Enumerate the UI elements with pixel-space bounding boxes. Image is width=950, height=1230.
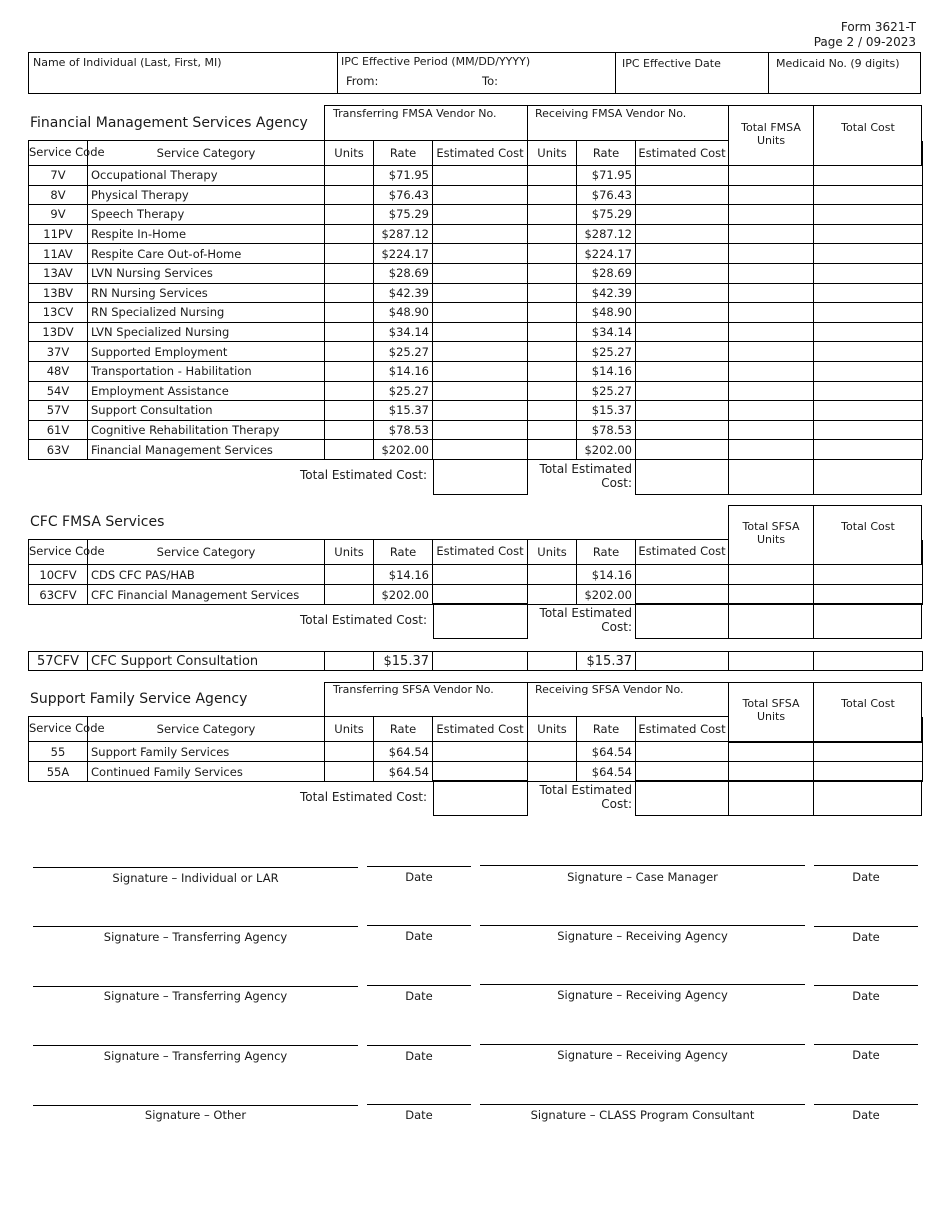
signature-label: Signature – Transferring Agency — [103, 989, 288, 1003]
table-row: 13CV RN Specialized Nursing $48.90 $48.90 — [29, 303, 923, 323]
cfc-total-units-label: Total SFSA Units — [742, 520, 800, 546]
sfsa-total-units-label: Total SFSA Units — [742, 697, 800, 723]
col-service-category: Service Category — [88, 540, 325, 565]
from-label: From: — [346, 74, 379, 88]
table-row: 63V Financial Management Services $202.00 $202.00 — [29, 440, 923, 460]
date-label: Date — [405, 929, 433, 943]
date-label: Date — [852, 930, 880, 944]
sfsa-receiving-label: Receiving SFSA Vendor No. — [535, 683, 684, 696]
signature-label: Signature – Individual or LAR — [112, 871, 279, 885]
col-estimated-cost: Estimated Cost — [636, 540, 729, 565]
fmsa-total-est-label-right: Total Estimated Cost: — [539, 462, 632, 491]
page-number: Page 2 / 09-2023 — [813, 35, 916, 49]
signature-line[interactable] — [33, 867, 358, 868]
signature-line[interactable] — [33, 1045, 358, 1046]
col-rate: Rate — [374, 141, 433, 166]
signature-label: Signature – Transferring Agency — [103, 1049, 288, 1063]
table-row: 11PV Respite In-Home $287.12 $287.12 — [29, 224, 923, 244]
cfc-total-cost-label: Total Cost — [841, 520, 895, 533]
ipc-period-label: IPC Effective Period (MM/DD/YYYY) — [341, 55, 531, 68]
col-estimated-cost: Estimated Cost — [433, 141, 528, 166]
table-row: 9V Speech Therapy $75.29 $75.29 — [29, 205, 923, 225]
table-row: 13DV LVN Specialized Nursing $34.14 $34.14 — [29, 322, 923, 342]
cfc-total-est-label-left: Total Estimated Cost: — [300, 613, 427, 627]
table-row: 37V Supported Employment $25.27 $25.27 — [29, 342, 923, 362]
col-units: Units — [325, 141, 374, 166]
signature-label: Signature – Transferring Agency — [103, 930, 288, 944]
date-label: Date — [405, 870, 433, 884]
to-label: To: — [482, 74, 498, 88]
signature-line[interactable] — [33, 1105, 358, 1106]
date-line[interactable] — [367, 1045, 471, 1046]
col-units: Units — [528, 717, 577, 742]
sfsa-transferring-label: Transferring SFSA Vendor No. — [333, 683, 494, 696]
fmsa-title: Financial Management Services Agency — [30, 115, 308, 131]
date-line[interactable] — [367, 985, 471, 986]
date-line[interactable] — [367, 866, 471, 867]
signature-line[interactable] — [480, 984, 805, 985]
date-label: Date — [852, 870, 880, 884]
col-estimated-cost: Estimated Cost — [433, 717, 528, 742]
col-service-category: Service Category — [88, 141, 325, 166]
fmsa-receiving-label: Receiving FMSA Vendor No. — [535, 107, 687, 120]
medicaid-label: Medicaid No. (9 digits) — [776, 57, 900, 70]
signature-line[interactable] — [480, 1104, 805, 1105]
date-label: Date — [852, 1108, 880, 1122]
signature-line[interactable] — [480, 1044, 805, 1045]
date-label: Date — [405, 1049, 433, 1063]
sfsa-total-est-label-left: Total Estimated Cost: — [300, 790, 427, 804]
col-service-category: Service Category — [88, 717, 325, 742]
table-row: 13BV RN Nursing Services $42.39 $42.39 — [29, 283, 923, 303]
fmsa-total-units-label: Total FMSA Units — [741, 121, 801, 147]
table-row: 63CFV CFC Financial Management Services $202.00 $202.00 — [29, 585, 923, 605]
table-row: 55A Continued Family Services $64.54 $64.54 — [29, 762, 923, 782]
date-label: Date — [852, 1048, 880, 1062]
col-rate: Rate — [374, 540, 433, 565]
table-row: 13AV LVN Nursing Services $28.69 $28.69 — [29, 263, 923, 283]
form-number: Form 3621-T — [840, 20, 916, 34]
col-units: Units — [528, 141, 577, 166]
signature-label: Signature – Case Manager — [567, 870, 718, 884]
table-row: 48V Transportation - Habilitation $14.16 $14.16 — [29, 361, 923, 381]
table-row: 8V Physical Therapy $76.43 $76.43 — [29, 185, 923, 205]
date-line[interactable] — [814, 1044, 918, 1045]
table-row: 57CFV CFC Support Consultation $15.37 $15.37 — [29, 652, 923, 671]
date-label: Date — [852, 989, 880, 1003]
table-row: 61V Cognitive Rehabilitation Therapy $78.53 $78.53 — [29, 420, 923, 440]
signature-line[interactable] — [480, 925, 805, 926]
signature-line[interactable] — [480, 865, 805, 866]
ipc-date-label: IPC Effective Date — [622, 57, 721, 70]
col-rate: Rate — [577, 540, 636, 565]
date-line[interactable] — [814, 865, 918, 866]
col-service-code: Service Code — [29, 540, 88, 565]
col-units: Units — [528, 540, 577, 565]
date-line[interactable] — [367, 925, 471, 926]
fmsa-total-est-label-left: Total Estimated Cost: — [300, 468, 427, 482]
signature-label: Signature – Receiving Agency — [557, 988, 728, 1002]
name-field-label: Name of Individual (Last, First, MI) — [33, 56, 222, 69]
col-rate: Rate — [577, 717, 636, 742]
col-service-code: Service Code — [29, 141, 88, 166]
sfsa-title: Support Family Service Agency — [30, 691, 248, 707]
fmsa-transferring-label: Transferring FMSA Vendor No. — [333, 107, 497, 120]
sfsa-total-est-label-right: Total Estimated Cost: — [539, 783, 632, 812]
col-estimated-cost: Estimated Cost — [433, 540, 528, 565]
col-estimated-cost: Estimated Cost — [636, 717, 729, 742]
date-label: Date — [405, 1108, 433, 1122]
signature-label: Signature – CLASS Program Consultant — [530, 1108, 755, 1122]
col-units: Units — [325, 717, 374, 742]
sfsa-total-cost-label: Total Cost — [841, 697, 895, 710]
col-service-code: Service Code — [29, 717, 88, 742]
date-line[interactable] — [814, 985, 918, 986]
signature-label: Signature – Other — [144, 1108, 247, 1122]
col-rate: Rate — [577, 141, 636, 166]
table-row: 55 Support Family Services $64.54 $64.54 — [29, 742, 923, 762]
signature-line[interactable] — [33, 926, 358, 927]
date-line[interactable] — [367, 1104, 471, 1105]
date-line[interactable] — [814, 926, 918, 927]
table-row: 54V Employment Assistance $25.27 $25.27 — [29, 381, 923, 401]
signature-label: Signature – Receiving Agency — [557, 1048, 728, 1062]
col-units: Units — [325, 540, 374, 565]
fmsa-total-cost-label: Total Cost — [841, 121, 895, 134]
cfc-title: CFC FMSA Services — [30, 514, 165, 530]
table-row: 57V Support Consultation $15.37 $15.37 — [29, 401, 923, 421]
date-label: Date — [405, 989, 433, 1003]
date-line[interactable] — [814, 1104, 918, 1105]
table-row: 11AV Respite Care Out-of-Home $224.17 $224.17 — [29, 244, 923, 264]
signature-line[interactable] — [33, 986, 358, 987]
col-estimated-cost: Estimated Cost — [636, 141, 729, 166]
col-rate: Rate — [374, 717, 433, 742]
table-row: 10CFV CDS CFC PAS/HAB $14.16 $14.16 — [29, 565, 923, 585]
cfc-total-est-label-right: Total Estimated Cost: — [539, 606, 632, 635]
table-row: 7V Occupational Therapy $71.95 $71.95 — [29, 166, 923, 186]
signature-label: Signature – Receiving Agency — [557, 929, 728, 943]
